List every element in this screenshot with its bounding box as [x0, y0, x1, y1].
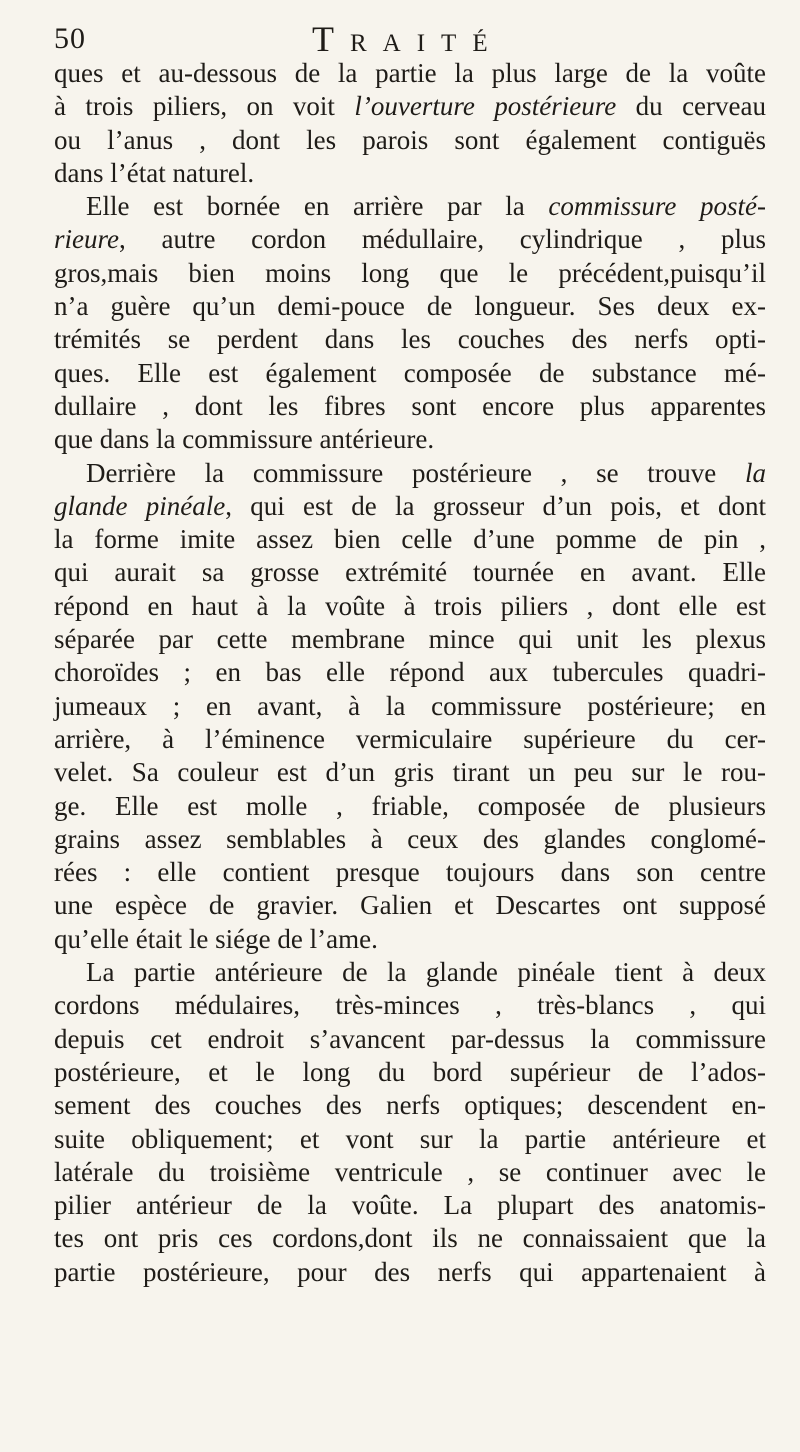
italic-term: l’ouverture postérieure — [354, 91, 617, 122]
text-line: ques et au-dessous de la partie la plus large de la voûte — [54, 58, 766, 88]
text-line — [54, 190, 766, 223]
text-segment: , qui est de la grosseur d’un pois, et dont — [225, 490, 766, 521]
text-line: partie postérieure, pour des nerfs qui appartenaient à — [54, 1256, 766, 1287]
text-segment: Elle est bornée en arrière par la — [86, 191, 525, 222]
text-line: suite obliquement; et vont sur la partie antérieure et — [54, 1123, 766, 1154]
text-line: cordons médulaires, très-minces , très-blancs , qui — [54, 990, 766, 1021]
text-line: qu’elle était le siége de l’ame. — [54, 923, 378, 954]
italic-term: glande pinéale — [54, 490, 226, 521]
running-head — [54, 18, 740, 58]
text-line: jumeaux ; en avant, à la commissure postérieure; en — [54, 690, 766, 721]
text-segment: à trois piliers, on voit — [54, 91, 335, 122]
text-line: pilier antérieur de la voûte. La plupart des anatomis- — [54, 1190, 766, 1221]
text-segment: , autre cordon médullaire, cylindrique , plus — [118, 224, 766, 255]
text-line: tes ont pris ces cordons,dont ils ne connaissaient que la — [54, 1223, 766, 1254]
text-line: rées : elle contient presque toujours dans son centre — [54, 857, 766, 888]
text-line: arrière, à l’éminence vermiculaire supérieure du cer- — [54, 723, 766, 754]
text-line: sement des couches des nerfs optiques; descendent en- — [54, 1090, 766, 1121]
text-line: choroïdes ; en bas elle répond aux tubercules quadri- — [54, 657, 766, 688]
text-line: ques. Elle est également composée de substance mé- — [54, 357, 766, 388]
text-line: dans l’état naturel. — [54, 157, 255, 188]
text-line — [54, 90, 766, 123]
text-line: velet. Sa couleur est d’un gris tirant un peu sur le rou- — [54, 757, 766, 788]
text-line: qui aurait sa grosse extrémité tournée en avant. Elle — [54, 557, 766, 588]
page-number: 50 — [54, 22, 86, 55]
text-line: depuis cet endroit s’avancent par-dessus la commissure — [54, 1023, 766, 1054]
italic-term: commissure posté- — [548, 191, 766, 222]
text-line: latérale du troisième ventricule , se continuer avec le — [54, 1156, 766, 1187]
text-line — [54, 457, 766, 490]
italic-term: rieure — [54, 224, 119, 255]
text-line: dullaire , dont les fibres sont encore plus apparentes — [54, 390, 766, 421]
text-line: ge. Elle est molle , friable, composée de plusieurs — [54, 790, 766, 821]
running-title: Traité — [312, 19, 504, 59]
text-line: n’a guère qu’un demi-pouce de longueur. Ses deux ex- — [54, 291, 766, 322]
text-line: ou l’anus , dont les parois sont également contiguës — [54, 124, 766, 155]
text-line — [54, 490, 766, 523]
text-line: La partie antérieure de la glande pinéale tient à deux — [86, 957, 766, 988]
text-line: grains assez semblables à ceux des glandes conglomé- — [54, 823, 766, 854]
text-line: postérieure, et le long du bord supérieur de l’ados- — [54, 1056, 766, 1087]
text-line: trémités se perdent dans les couches des nerfs opti- — [54, 324, 766, 355]
text-line: une espèce de gravier. Galien et Descartes ont supposé — [54, 890, 766, 921]
body-text — [54, 57, 766, 1289]
text-segment: du cerveau — [616, 91, 766, 122]
text-line — [54, 223, 766, 256]
text-line: répond en haut à la voûte à trois piliers , dont elle est — [54, 590, 766, 621]
text-segment: Derrière la commissure postérieure , se trouve — [86, 457, 717, 488]
text-line: gros,mais bien moins long que le précédent,puisqu’il — [54, 257, 766, 288]
text-line: que dans la commissure antérieure. — [54, 424, 435, 455]
italic-term: la — [744, 457, 766, 488]
text-line: la forme imite assez bien celle d’une pomme de pin , — [54, 524, 766, 555]
text-line: séparée par cette membrane mince qui unit les plexus — [54, 624, 766, 655]
